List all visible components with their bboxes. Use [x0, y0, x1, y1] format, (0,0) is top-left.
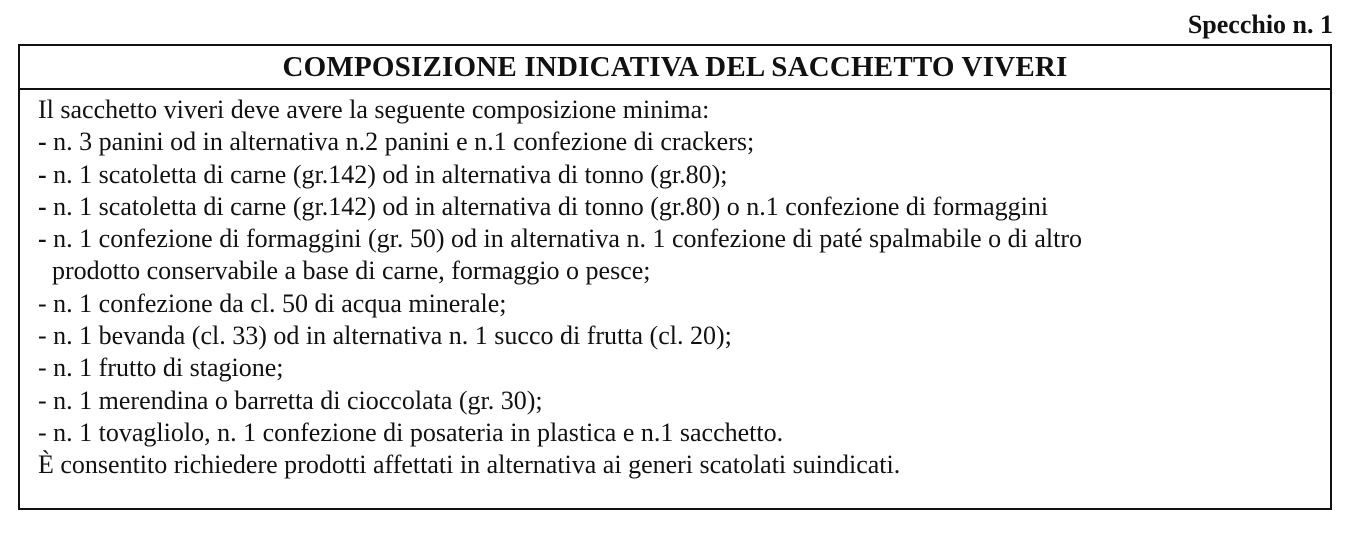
item-text: n. 1 merendina o barretta di cioccolata (gr. 30); — [46, 385, 543, 415]
item-dash: - — [38, 353, 47, 383]
list-item — [38, 320, 1312, 352]
item-dash: - — [38, 127, 47, 157]
item-dash: - — [38, 224, 47, 254]
table-title: COMPOSIZIONE INDICATIVA DEL SACCHETTO VIVERI — [20, 46, 1330, 90]
item-dash: - — [38, 191, 47, 221]
item-text: n. 1 confezione da cl. 50 di acqua minerale; — [46, 288, 507, 318]
item-dash: - — [38, 417, 47, 447]
item-text: n. 1 scatoletta di carne (gr.142) od in alternativa di tonno (gr.80); — [46, 159, 728, 189]
item-dash: - — [38, 321, 47, 351]
table-label: Specchio n. 1 — [1187, 10, 1333, 39]
item-text: prodotto conservabile a base di carne, formaggio o pesce; — [52, 256, 651, 286]
item-text: n. 1 confezione di formaggini (gr. 50) od in alternativa n. 1 confezione di paté spalmabile o di altro — [46, 224, 1083, 254]
item-text: n. 3 panini od in alternativa n.2 panini e n.1 confezione di crackers; — [46, 127, 755, 157]
table-content — [20, 90, 1330, 482]
composition-table — [18, 44, 1332, 510]
list-item — [38, 126, 1312, 158]
intro-text: Il sacchetto viveri deve avere la seguente composizione minima: — [38, 95, 710, 124]
item-text: n. 1 scatoletta di carne (gr.142) od in alternativa di tonno (gr.80) o n.1 confezione di formaggini — [46, 191, 1049, 221]
item-dash: - — [38, 159, 47, 189]
item-dash: - — [38, 288, 47, 318]
list-item — [38, 288, 1312, 320]
list-item — [38, 385, 1312, 417]
list-item — [38, 352, 1312, 384]
list-item — [38, 191, 1312, 223]
item-text: n. 1 tovagliolo, n. 1 confezione di posateria in plastica e n.1 sacchetto. — [46, 417, 784, 447]
list-item — [38, 223, 1312, 255]
list-item — [38, 417, 1312, 449]
footer-note: È consentito richiedere prodotti affettati in alternativa ai generi scatolati suindicati. — [38, 450, 901, 480]
list-item — [38, 159, 1312, 191]
item-dash: - — [38, 385, 47, 415]
list-item-continuation — [38, 255, 1312, 287]
item-text: n. 1 frutto di stagione; — [46, 353, 284, 383]
item-text: n. 1 bevanda (cl. 33) od in alternativa n. 1 succo di frutta (cl. 20); — [46, 321, 732, 351]
